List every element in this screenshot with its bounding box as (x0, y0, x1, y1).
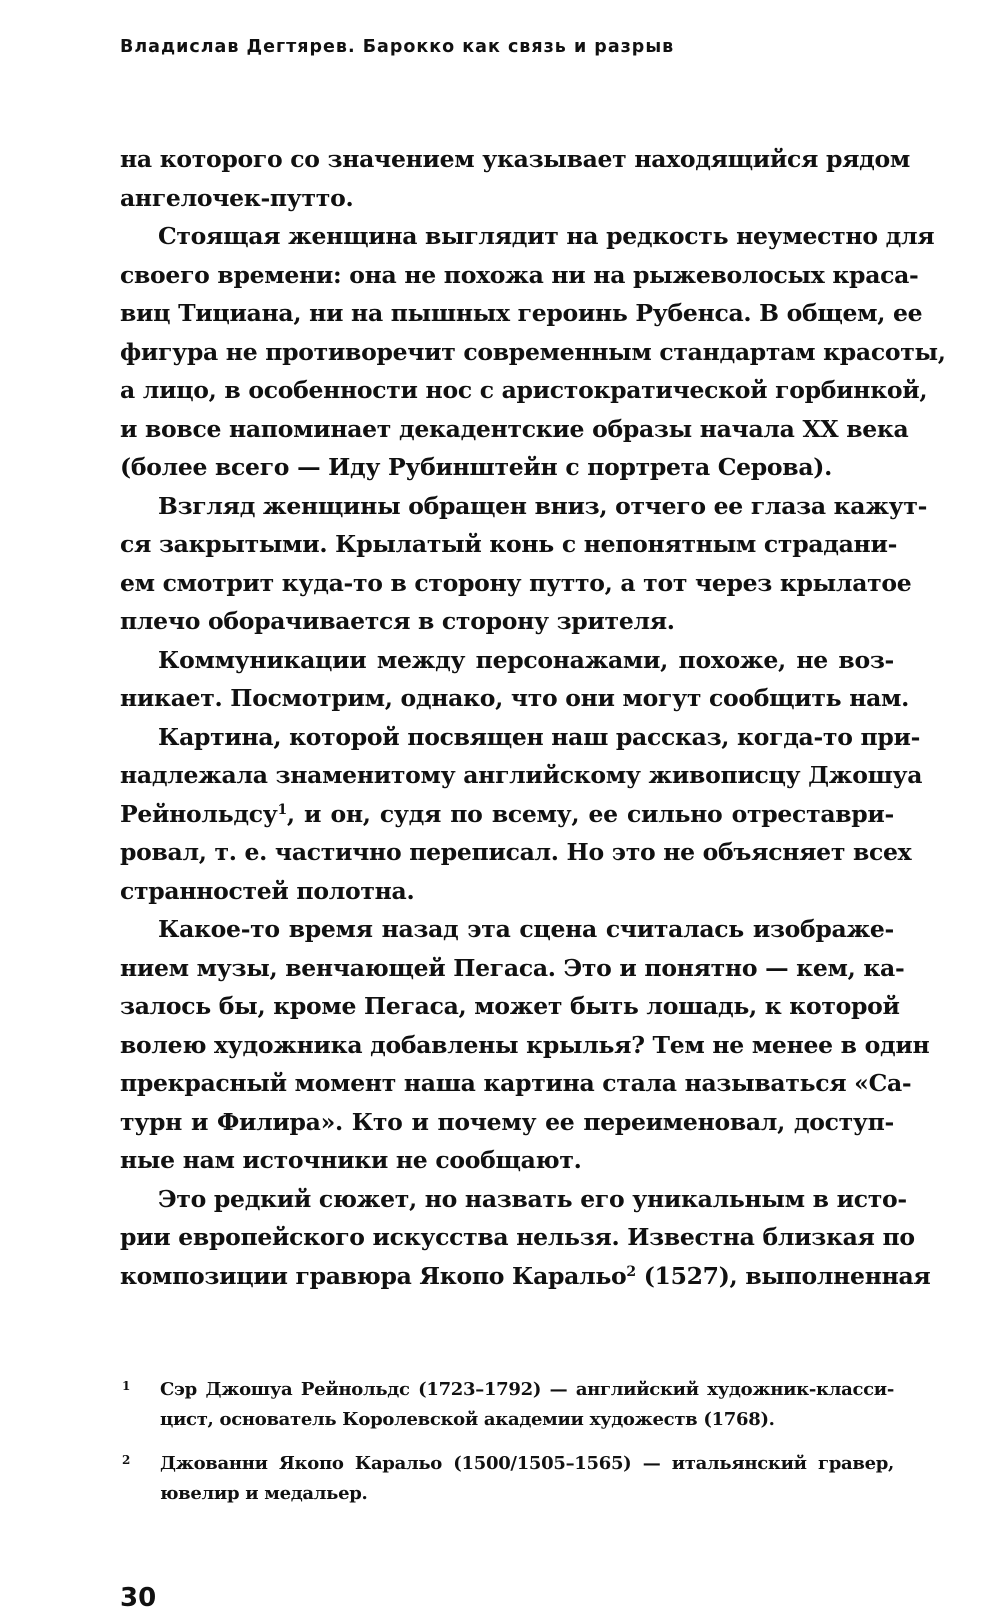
text-line: Это редкий сюжет, но назвать его уникальным в исто- (158, 1184, 907, 1213)
footnote-number: 1 (122, 1379, 131, 1393)
text-line: волею художника добавлены крылья? Тем не менее в один (120, 1030, 930, 1059)
text-line: виц Тициана, ни на пышных героинь Рубенса. В общем, ее (120, 299, 923, 327)
text-line-with-footnote-ref (120, 1257, 931, 1296)
text-line: а лицо, в особенности нос с аристократической горбинкой, (120, 376, 928, 404)
text-line: надлежала знаменитому английскому живописцу Джошуа (120, 761, 923, 789)
footnote-ref-2: 2 (626, 1263, 636, 1280)
text-line: ангелочек-путто. (120, 183, 354, 212)
text-line: (более всего — Иду Рубинштейн с портрета Серова). (120, 453, 832, 481)
running-head: Владислав Дегтярев. Барокко как связь и разрыв (120, 37, 675, 57)
text-line-with-footnote-ref (120, 795, 894, 834)
text-line: ся закрытыми. Крылатый конь с непонятным страдани- (120, 530, 898, 558)
footnote-ref-1: 1 (277, 801, 287, 818)
footnote-2 (120, 1449, 894, 1509)
footnote-line: цист, основатель Королевской академии художеств (1768). (160, 1409, 775, 1430)
text-line: фигура не противоречит современным стандартам красоты, (120, 337, 946, 366)
text-line: Взгляд женщины обращен вниз, отчего ее глаза кажут- (158, 491, 928, 520)
footnote-1 (120, 1375, 894, 1435)
text-line: на которого со значением указывает находящийся рядом (120, 145, 911, 173)
footnote-line: ювелир и медальер. (160, 1483, 368, 1504)
text-segment: композиции гравюра Якопо Каральо (120, 1261, 627, 1290)
footnote-line: Сэр Джошуа Рейнольдс (1723–1792) — английский художник-класси- (160, 1379, 894, 1400)
text-line: плечо оборачивается в сторону зрителя. (120, 607, 675, 635)
text-line: и вовсе напоминает декадентские образы начала XX века (120, 414, 909, 443)
text-line: Какое-то время назад эта сцена считалась изображе- (158, 915, 894, 943)
text-line: ные нам источники не сообщают. (120, 1146, 582, 1174)
text-segment: , и он, судя по всему, ее сильно отреставри- (286, 799, 894, 828)
text-line: своего времени: она не похожа ни на рыжеволосых краса- (120, 260, 919, 289)
text-line: ровал, т. е. частично переписал. Но это не объясняет всех (120, 838, 912, 866)
text-line: рии европейского искусства нельзя. Известна близкая по (120, 1223, 915, 1251)
text-line: залось бы, кроме Пегаса, может быть лошадь, к которой (120, 992, 900, 1020)
footnote-number: 2 (122, 1453, 131, 1467)
footnotes (120, 1375, 894, 1523)
text-line: Стоящая женщина выглядит на редкость неуместно для (158, 222, 935, 250)
text-line: Картина, которой посвящен наш рассказ, когда-то при- (158, 722, 921, 751)
text-line: странностей полотна. (120, 876, 415, 905)
page-number: 30 (120, 1583, 157, 1613)
text-segment: (1527), выполненная (635, 1261, 931, 1290)
text-line: прекрасный момент наша картина стала называться «Са- (120, 1069, 912, 1097)
text-line: ем смотрит куда-то в сторону путто, а тот через крылатое (120, 568, 912, 597)
text-segment: Рейнольдсу (120, 799, 278, 828)
text-line: турн и Филира». Кто и почему ее переименовал, доступ- (120, 1107, 894, 1136)
text-line: никает. Посмотрим, однако, что они могут сообщить нам. (120, 684, 910, 712)
text-line: Коммуникации между персонажами, похоже, не воз- (158, 645, 894, 674)
text-line: нием музы, венчающей Пегаса. Это и понятно — кем, ка- (120, 953, 905, 982)
main-text (120, 140, 946, 1295)
footnote-line: Джованни Якопо Каральо (1500/1505–1565) — итальянский гравер, (160, 1453, 894, 1474)
